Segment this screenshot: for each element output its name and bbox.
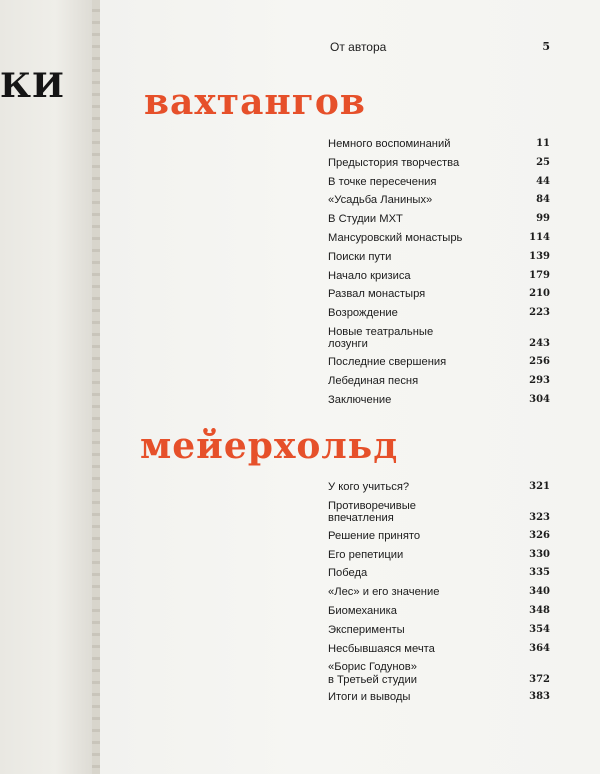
toc-entry-title: Итоги и выводы	[328, 691, 411, 704]
toc-entry-title: Лебединая песня	[328, 374, 419, 387]
toc-entry	[328, 356, 550, 369]
left-page-text-fragment: КИ	[0, 66, 66, 106]
toc-entry-page: 364	[529, 642, 550, 654]
toc-entry	[328, 288, 550, 301]
toc-entry-page: 223	[529, 307, 550, 319]
toc-entry-title: Его репетиции	[328, 548, 404, 561]
left-page	[0, 0, 92, 774]
toc-entry	[328, 194, 550, 207]
toc-list-meyerhold	[328, 481, 550, 710]
toc-entry-page: 323	[529, 512, 550, 524]
toc-entry	[328, 375, 550, 388]
toc-entry-page: 340	[529, 586, 550, 598]
toc-entry-page: 25	[536, 156, 550, 168]
toc-entry	[328, 661, 550, 686]
toc-entry-page: 335	[529, 567, 550, 579]
toc-entry-page: 84	[536, 194, 550, 206]
toc-intro-page: 5	[542, 40, 550, 53]
toc-entry-page: 383	[529, 691, 550, 703]
toc-entry	[328, 549, 550, 562]
toc-entry-page: 330	[529, 548, 550, 560]
section-title-vakhtangov: вахтангов	[144, 81, 366, 123]
toc-entry-title: В точке пересечения	[328, 175, 437, 188]
toc-entry	[328, 326, 550, 351]
toc-entry-title: «Усадьба Ланиных»	[328, 194, 433, 207]
toc-entry-page: 372	[529, 673, 550, 685]
toc-entry	[328, 213, 550, 226]
toc-entry-title: Заключение	[328, 393, 392, 406]
toc-entry-page: 243	[529, 338, 550, 350]
toc-entry-title: Последние свершения	[328, 355, 447, 368]
toc-entry-page: 348	[529, 604, 550, 616]
toc-entry-page: 304	[529, 393, 550, 405]
toc-entry-page: 44	[536, 175, 550, 187]
toc-entry	[328, 157, 550, 170]
toc-entry	[328, 307, 550, 320]
toc-entry	[328, 586, 550, 599]
toc-entry-page: 293	[529, 374, 550, 386]
toc-entry-title: Предыстория творчества	[328, 156, 460, 169]
toc-entry-title: «Лес» и его значение	[328, 586, 440, 599]
toc-entry-title: Эксперименты	[328, 623, 405, 636]
toc-entry	[328, 605, 550, 618]
toc-intro-title: От автора	[330, 40, 387, 54]
section-title-meyerhold: мейерхольд	[140, 425, 399, 467]
toc-entry-title: Возрождение	[328, 307, 398, 320]
toc-intro-row	[330, 40, 550, 54]
toc-entry	[328, 643, 550, 656]
toc-entry	[328, 500, 550, 525]
toc-entry	[328, 138, 550, 151]
toc-entry-title: Победа	[328, 567, 368, 580]
toc-entry-page: 210	[529, 288, 550, 300]
toc-entry	[328, 481, 550, 494]
toc-entry-page: 139	[529, 250, 550, 262]
toc-entry-title: Биомеханика	[328, 604, 397, 617]
toc-entry-page: 114	[529, 231, 550, 243]
toc-entry	[328, 251, 550, 264]
toc-entry-title: «Борис Годунов» в Третьей студии	[328, 661, 417, 686]
book-spine	[92, 0, 100, 774]
toc-entry	[328, 232, 550, 245]
toc-entry	[328, 624, 550, 637]
toc-entry-page: 256	[529, 355, 550, 367]
toc-entry-title: У кого учиться?	[328, 481, 410, 493]
toc-list-vakhtangov	[328, 138, 550, 412]
toc-entry-title: Немного воспоминаний	[328, 138, 451, 150]
toc-entry-page: 326	[529, 529, 550, 541]
toc-entry	[328, 270, 550, 283]
toc-entry-page: 354	[529, 623, 550, 635]
toc-entry	[328, 691, 550, 704]
toc-entry	[328, 394, 550, 407]
toc-entry-title: Мансуровский монастырь	[328, 231, 463, 244]
toc-entry-page: 179	[529, 269, 550, 281]
toc-entry	[328, 176, 550, 189]
toc-entry-page: 11	[536, 138, 550, 149]
toc-entry-page: 321	[529, 481, 550, 492]
toc-entry	[328, 530, 550, 543]
toc-entry-title: Противоречивые впечатления	[328, 499, 417, 525]
toc-entry	[328, 567, 550, 580]
toc-entry-title: Решение принято	[328, 529, 421, 542]
toc-entry-title: Развал монастыря	[328, 288, 426, 301]
toc-entry-title: Несбывшаяся мечта	[328, 642, 435, 655]
toc-entry-title: Поиски пути	[328, 250, 392, 263]
toc-entry-page: 99	[536, 213, 550, 225]
toc-entry-title: В Студии МХТ	[328, 213, 403, 226]
toc-entry-title: Новые театральные лозунги	[328, 325, 434, 351]
toc-entry-title: Начало кризиса	[328, 269, 411, 282]
